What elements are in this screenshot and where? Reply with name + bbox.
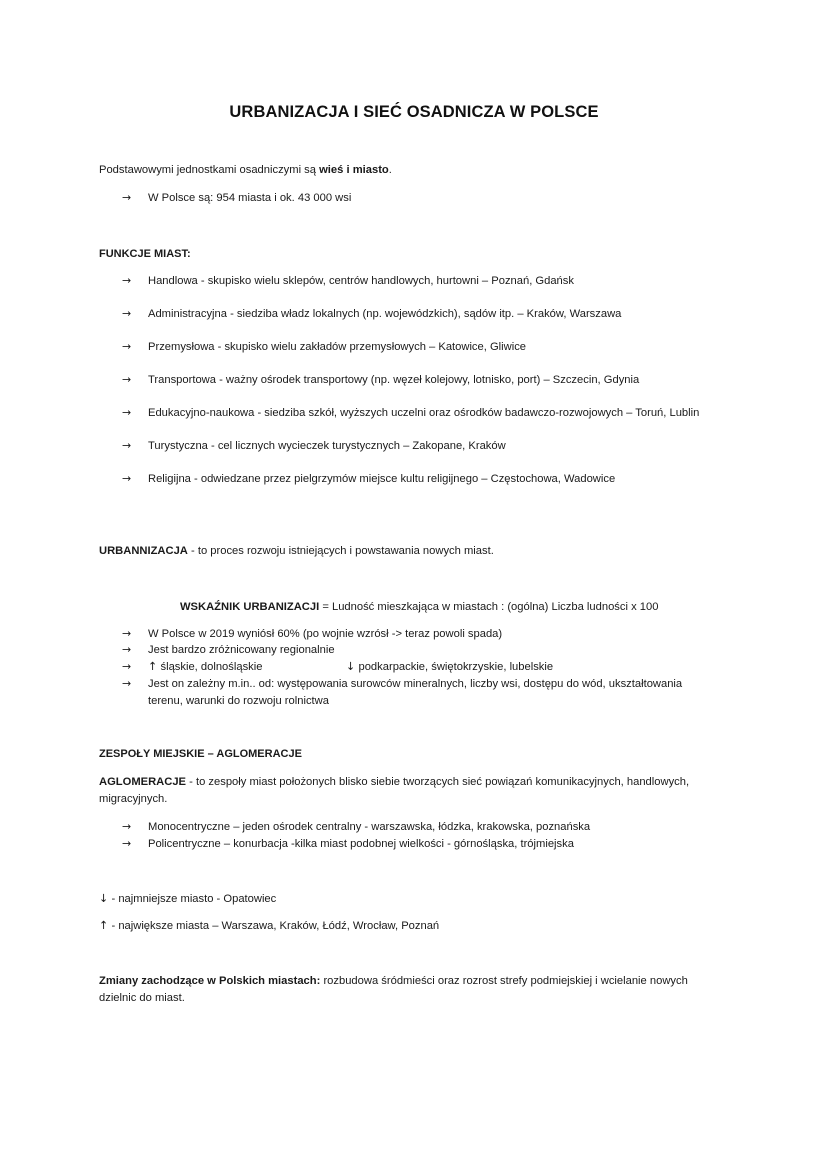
agglomerations-heading: ZESPOŁY MIEJSKIE – AGLOMERACJE [99,748,302,760]
arrow-bullet-icon: → [122,439,132,452]
function-item: Transportowa - ważny ośrodek transportowy (np. węzeł kolejowy, lotnisko, port) – Szczecin, Gdynia [148,374,640,386]
arrow-bullet-icon: → [122,472,132,485]
arrow-bullet-icon: → [122,627,132,640]
agglomerations-term: AGLOMERACJE [99,776,187,788]
smallest-town-line [99,891,276,908]
indicator-bullet: Jest bardzo zróżnicowany regionalnie [148,644,335,656]
down-regions: podkarpackie, świętokrzyskie, lubelskie [358,661,554,673]
arrow-bullet-icon: → [122,274,132,287]
arrow-bullet-icon: → [122,660,132,673]
intro-suffix: . [388,164,392,176]
arrow-bullet-icon: → [122,307,132,320]
arrow-bullet-icon: → [122,373,132,386]
agglomeration-type: Policentryczne – konurbacja -kilka miast podobnej wielkości - górnośląska, trójmiejska [148,838,574,850]
indicator-dependency-bullet: Jest on zależny m.in.. od: występowania surowców mineralnych, liczby wsi, dostępu do wód, ukształtowania terenu, warunki do rozwoju rolnictwa [148,678,683,707]
indicator-term: WSKAŹNIK URBANIZACJI [180,601,320,613]
function-item: Handlowa - skupisko wielu sklepów, centrów handlowych, hurtowni – Poznań, Gdańsk [148,275,574,287]
intro-bold: wieś i miasto [319,164,389,176]
urbanization-definition: - to proces rozwoju istniejących i powstawania nowych miast. [187,545,494,557]
changes-term: Zmiany zachodzące w Polskich miastach: [99,975,321,987]
arrow-bullet-icon: → [122,677,132,690]
arrow-down-icon: ↓ [346,660,356,673]
function-item: Administracyjna - siedziba władz lokalnych (np. wojewódzkich), sądów itp. – Kraków, Warszawa [148,308,622,320]
indicator-up-regions-line [148,659,262,676]
arrow-bullet-icon: → [122,406,132,419]
document-title: URBANIZACJA I SIEĆ OSADNICZA W POLSCE [229,103,599,121]
arrow-bullet-icon: → [122,643,132,656]
function-item: Turystyczna - cel licznych wycieczek turystycznych – Zakopane, Kraków [148,440,506,452]
intro-bullet: W Polsce są: 954 miasta i ok. 43 000 wsi [148,192,352,204]
arrow-bullet-icon: → [122,340,132,353]
arrow-up-icon: ↑ [99,919,109,932]
arrow-bullet-icon: → [122,820,132,833]
up-regions: śląskie, dolnośląskie [160,661,263,673]
arrow-bullet-icon: → [122,191,132,204]
arrow-up-icon: ↑ [148,660,158,673]
arrow-bullet-icon: → [122,837,132,850]
changes-paragraph [99,973,709,1007]
indicator-formula-text: = Ludność mieszkająca w miastach : (ogólna) Liczba ludności x 100 [319,601,659,613]
smallest-town-text: - najmniejsze miasto - Opatowiec [108,893,277,905]
intro-paragraph [99,162,392,179]
function-item: Religijna - odwiedzane przez pielgrzymów miejsce kultu religijnego – Częstochowa, Wadowice [148,473,616,485]
indicator-formula [180,599,658,616]
largest-cities-line [99,918,439,935]
agglomerations-paragraph [99,774,714,808]
largest-cities-text: - największe miasta – Warszawa, Kraków, Łódź, Wrocław, Poznań [108,920,440,932]
urbanization-term: URBANNIZACJA [99,545,188,557]
agglomerations-definition: - to zespoły miast położonych blisko siebie tworzących sieć powiązań komunikacyjnych, handlowych, migracyjnych. [99,776,690,805]
agglomeration-type: Monocentryczne – jeden ośrodek centralny - warszawska, łódzka, krakowska, poznańska [148,821,591,833]
indicator-down-regions [346,659,553,676]
function-item: Przemysłowa - skupisko wielu zakładów przemysłowych – Katowice, Gliwice [148,341,527,353]
arrow-down-icon: ↓ [99,892,109,905]
changes-text: rozbudowa śródmieści oraz rozrost strefy podmiejskiej i wcielanie nowych dzielnic do miast. [99,975,688,1004]
function-item: Edukacyjno-naukowa - siedziba szkół, wyższych uczelni oraz ośrodków badawczo-rozwojowych – Toruń, Lublin [148,407,700,419]
urbanization-paragraph [99,543,494,560]
indicator-bullet: W Polsce w 2019 wyniósł 60% (po wojnie wzrósł -> teraz powoli spada) [148,628,503,640]
functions-heading: FUNKCJE MIAST: [99,248,191,260]
intro-prefix: Podstawowymi jednostkami osadniczymi są [99,164,320,176]
